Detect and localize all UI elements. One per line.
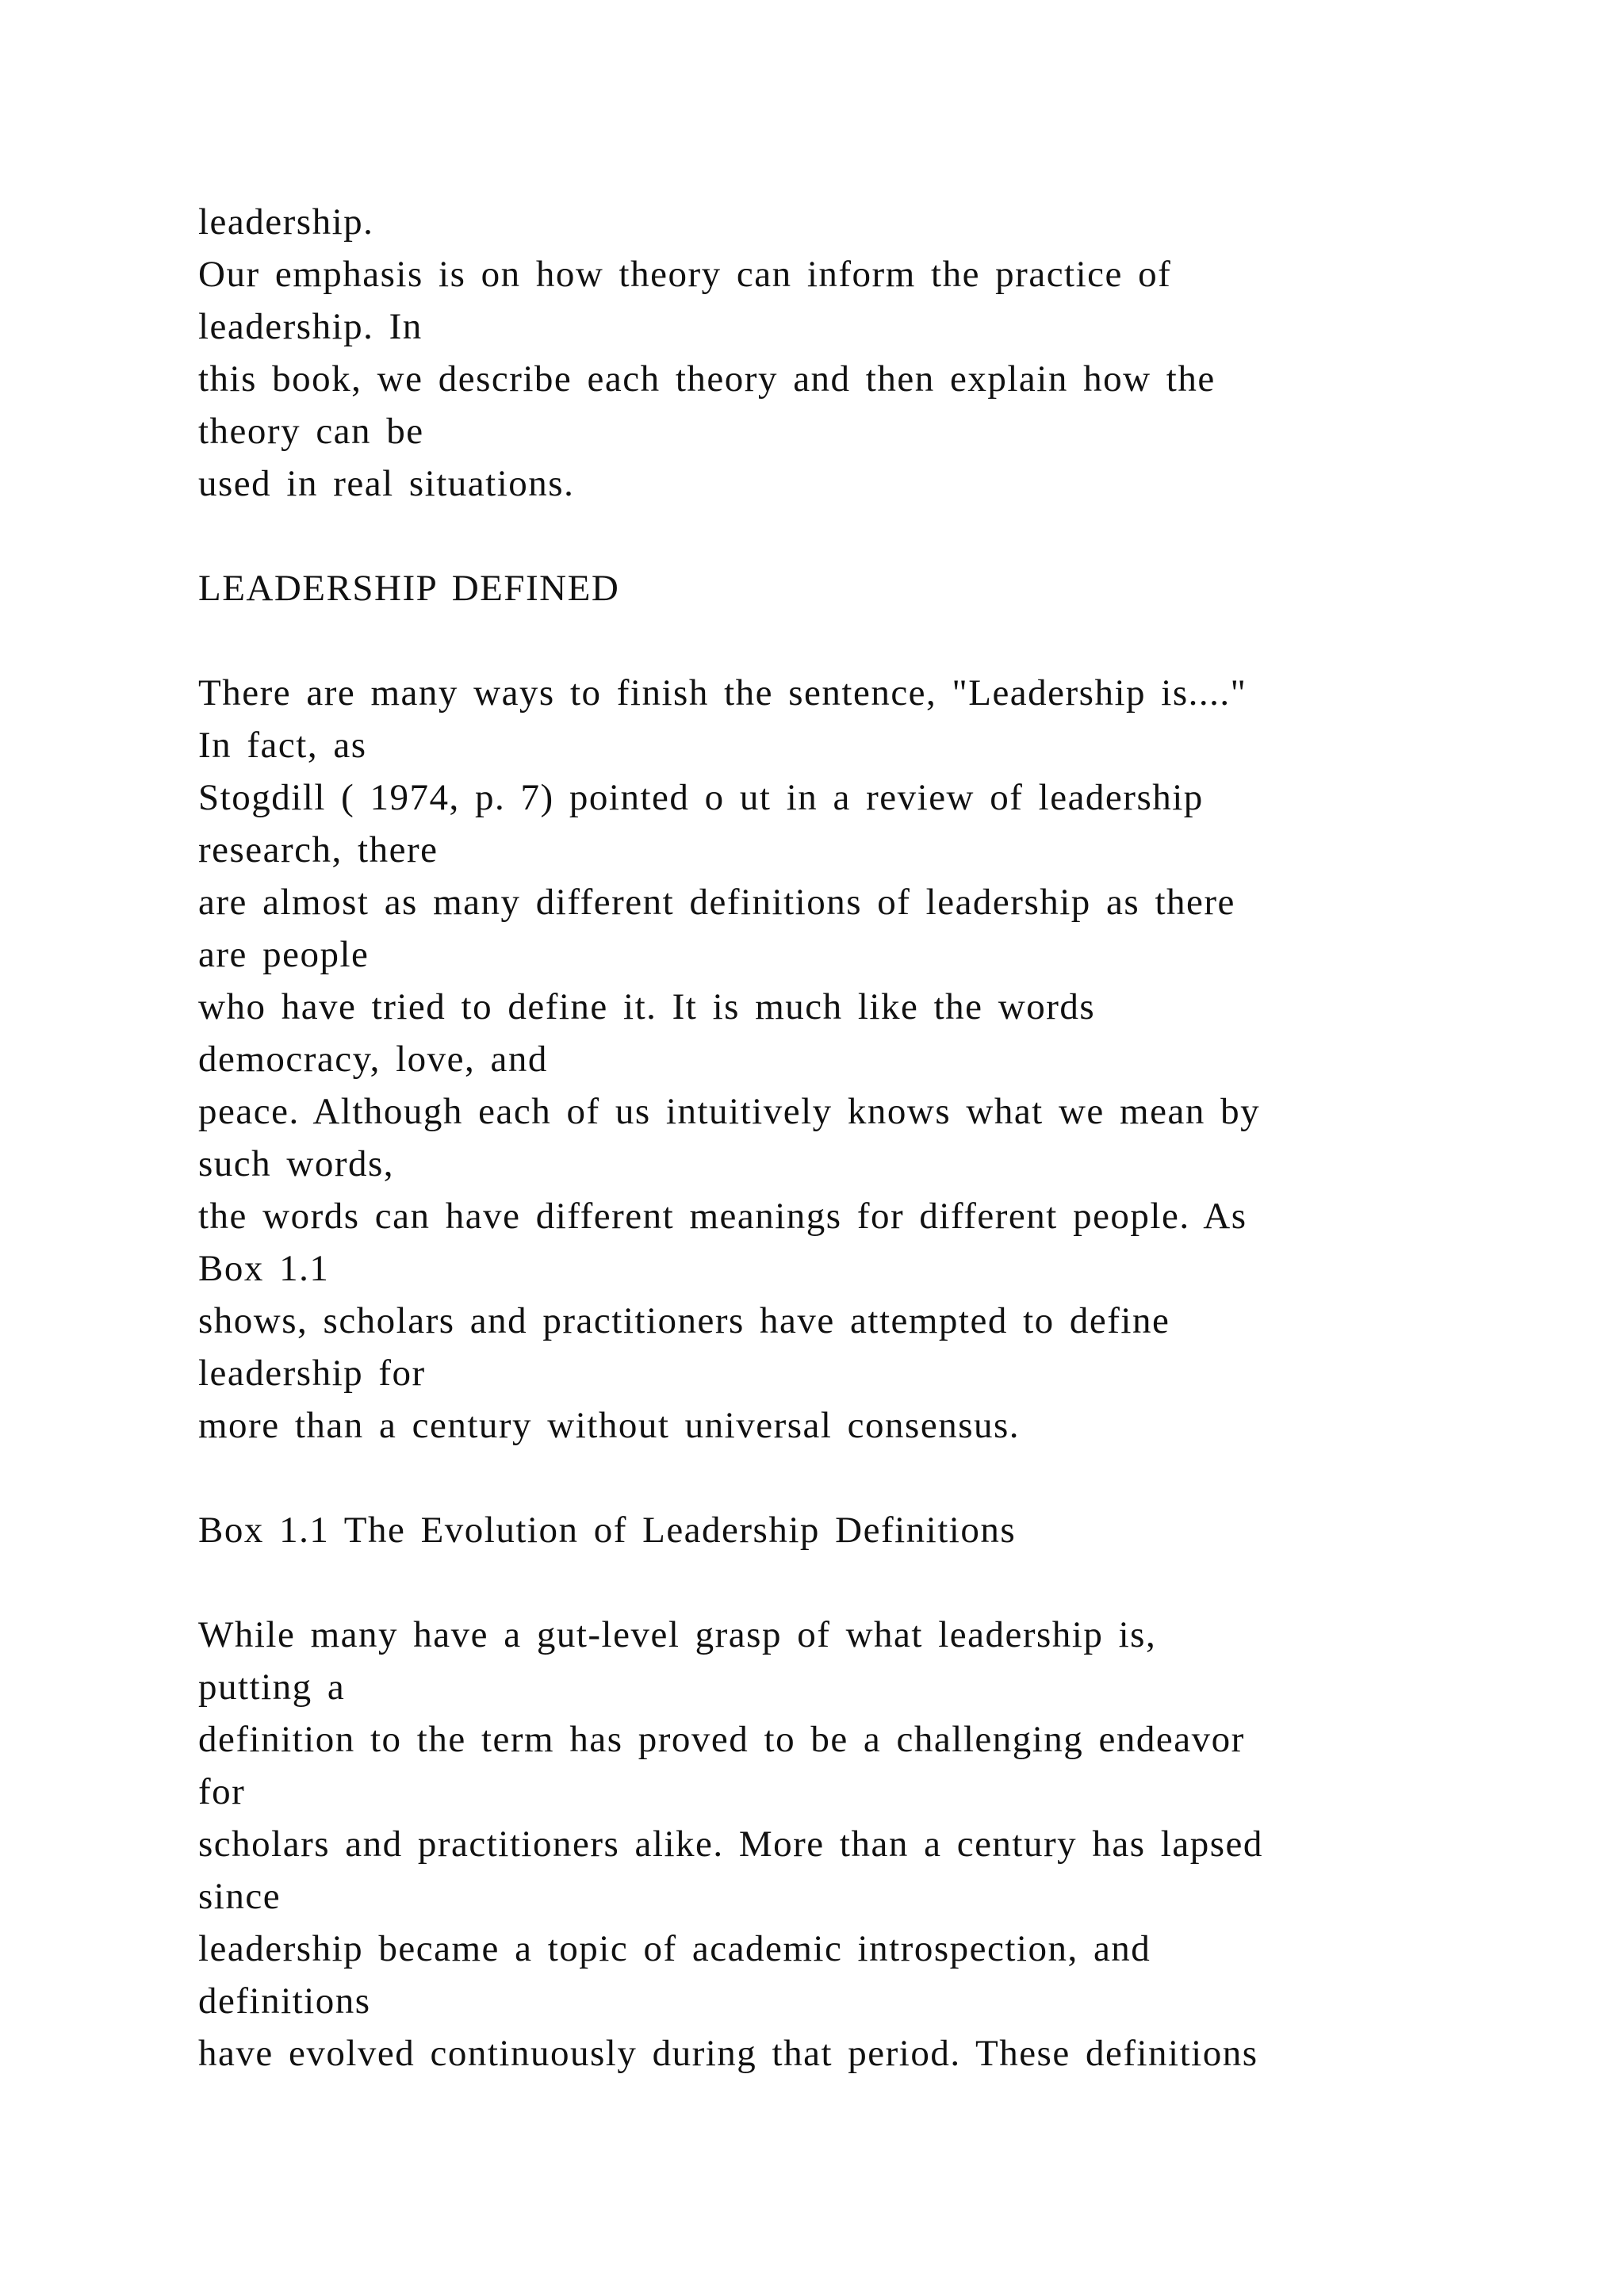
text-line: research, there bbox=[198, 829, 439, 871]
text-line: shows, scholars and practitioners have attempted to define bbox=[198, 1300, 1170, 1341]
text-line: have evolved continuously during that period. These definitions bbox=[198, 2033, 1258, 2074]
box-heading: Box 1.1 The Evolution of Leadership Definitions bbox=[198, 1510, 1017, 1551]
text-line: democracy, love, and bbox=[198, 1039, 548, 1080]
text-line: peace. Although each of us intuitively knows what we mean by bbox=[198, 1091, 1261, 1132]
text-line: who have tried to define it. It is much like the words bbox=[198, 986, 1096, 1027]
text-line: While many have a gut-level grasp of what leadership is, bbox=[198, 1614, 1157, 1655]
text-line: scholars and practitioners alike. More than a century has lapsed bbox=[198, 1823, 1263, 1865]
blank-line bbox=[198, 614, 1467, 667]
text-line: leadership became a topic of academic introspection, and bbox=[198, 1928, 1151, 1969]
text-line: this book, we describe each theory and then explain how the bbox=[198, 358, 1216, 400]
text-line: used in real situations. bbox=[198, 463, 575, 504]
text-line: Stogdill ( 1974, p. 7) pointed o ut in a review of leadership bbox=[198, 777, 1204, 818]
text-line: In fact, as bbox=[198, 725, 367, 766]
text-line: the words can have different meanings for different people. As bbox=[198, 1196, 1247, 1237]
text-line: leadership for bbox=[198, 1353, 426, 1394]
text-line: are people bbox=[198, 934, 370, 975]
blank-line bbox=[198, 510, 1467, 562]
text-line: definitions bbox=[198, 1980, 371, 2022]
section-heading: LEADERSHIP DEFINED bbox=[198, 568, 620, 609]
text-line: leadership. In bbox=[198, 306, 423, 347]
text-line: such words, bbox=[198, 1143, 395, 1184]
text-line: definition to the term has proved to be a challenging endeavor bbox=[198, 1719, 1245, 1760]
text-line: for bbox=[198, 1771, 246, 1812]
text-line: theory can be bbox=[198, 411, 424, 452]
text-line: Box 1.1 bbox=[198, 1248, 330, 1289]
text-line: Our emphasis is on how theory can inform the practice of bbox=[198, 254, 1172, 295]
document-body bbox=[198, 196, 1467, 2080]
text-line: more than a century without universal consensus. bbox=[198, 1405, 1021, 1446]
text-line: There are many ways to finish the sentence, "Leadership is...." bbox=[198, 672, 1247, 714]
text-line: since bbox=[198, 1876, 282, 1917]
text-line: are almost as many different definitions of leadership as there bbox=[198, 882, 1235, 923]
text-line: leadership. bbox=[198, 201, 374, 243]
text-line: putting a bbox=[198, 1667, 346, 1708]
blank-line bbox=[198, 1452, 1467, 1504]
blank-line bbox=[198, 1556, 1467, 1609]
